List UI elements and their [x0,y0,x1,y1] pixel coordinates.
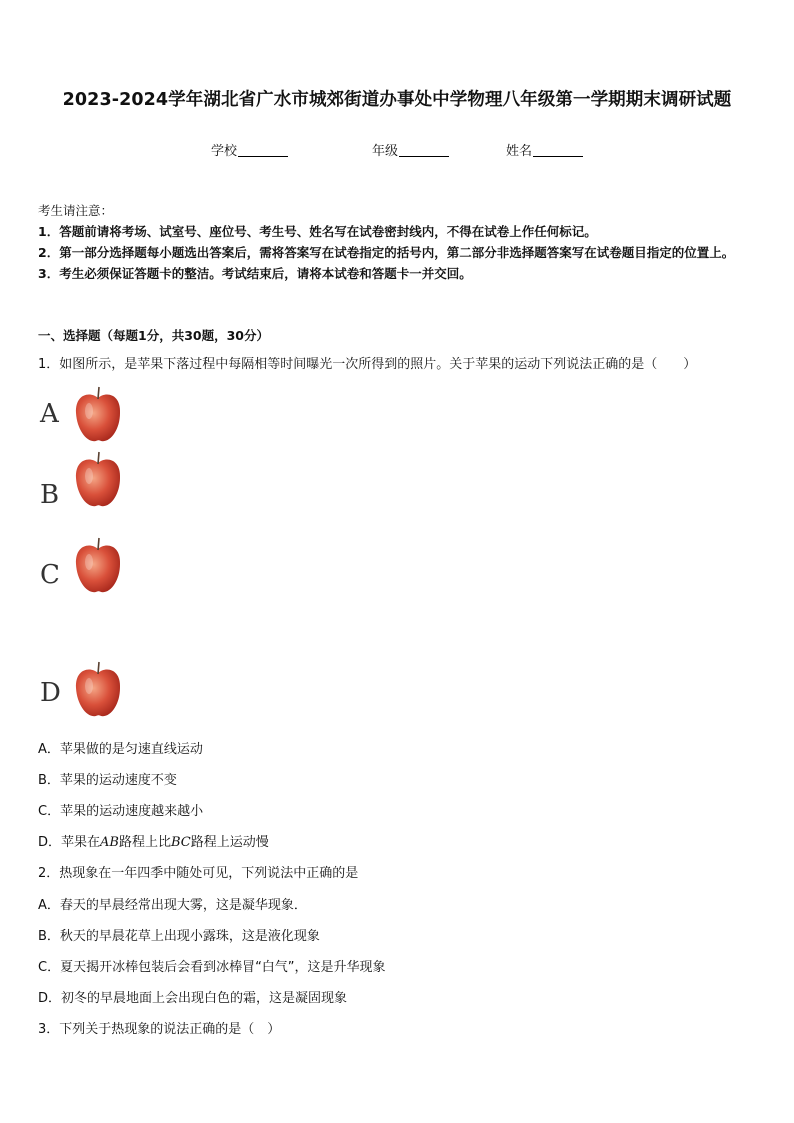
segment-ab: AB [100,835,119,850]
notice-item: 2．第一部分选择题每小题选出答案后，需将答案写在试卷指定的括号内，第二部分非选择题答案写在试卷题目指定的位置上。 [38,245,735,260]
q1-option-d-mid: 路程上比 [118,835,171,850]
question-2-stem: 2．热现象在一年四季中随处可见，下列说法中正确的是 [38,866,359,881]
school-label: 学校 [211,144,238,159]
question-3-stem: 3．下列关于热现象的说法正确的是（ ） [38,1022,281,1037]
apple-icon [72,450,124,510]
q1-option-b: B．苹果的运动速度不变 [38,773,177,788]
name-label: 姓名 [506,144,533,159]
q1-option-d [38,831,269,850]
notice-item: 1．答题前请将考场、试室号、座位号、考生号、姓名写在试卷密封线内，不得在试卷上作任何标记。 [38,224,597,239]
question-1-stem: 1．如图所示，是苹果下落过程中每隔相等时间曝光一次所得到的照片。关于苹果的运动下列说法正确的是（ ） [38,357,697,372]
q2-option-b: B．秋天的早晨花草上出现小露珠，这是液化现象 [38,929,320,944]
figure-label-b: B [40,480,60,510]
q1-option-a: A．苹果做的是匀速直线运动 [38,742,203,757]
q2-option-d: D．初冬的早晨地面上会出现白色的霜，这是凝固现象 [38,991,348,1006]
q2-option-a: A．春天的早晨经常出现大雾，这是凝华现象． [38,898,307,913]
q1-option-d-prefix: D．苹果在 [38,835,101,850]
apple-icon [72,536,124,596]
q1-option-c: C．苹果的运动速度越来越小 [38,804,204,819]
section-heading: 一、选择题（每题1分，共30题，30分） [38,328,269,343]
notice-block [38,200,762,284]
exam-title: 2023-2024学年湖北省广水市城郊街道办事处中学物理八年级第一学期期末调研试题 [62,90,732,110]
notice-item: 3．考生必须保证答题卡的整洁。考试结束后，请将本试卷和答题卡一并交回。 [38,266,472,281]
apple-icon [72,385,124,445]
school-field [211,140,288,159]
figure-label-d: D [40,678,61,708]
notice-heading: 考生请注意： [38,203,114,218]
name-blank[interactable] [533,143,583,157]
figure-label-c: C [40,560,60,590]
grade-label: 年级 [372,144,399,159]
name-field [506,140,583,159]
segment-bc: BC [170,835,191,850]
q2-option-c: C．夏天揭开冰棒包装后会看到冰棒冒“白气”，这是升华现象 [38,960,386,975]
grade-blank[interactable] [399,143,449,157]
figure-label-a: A [40,399,59,429]
apple-icon [72,660,124,720]
grade-field [372,140,449,159]
school-blank[interactable] [238,143,288,157]
q1-option-d-suffix: 路程上运动慢 [190,835,269,850]
